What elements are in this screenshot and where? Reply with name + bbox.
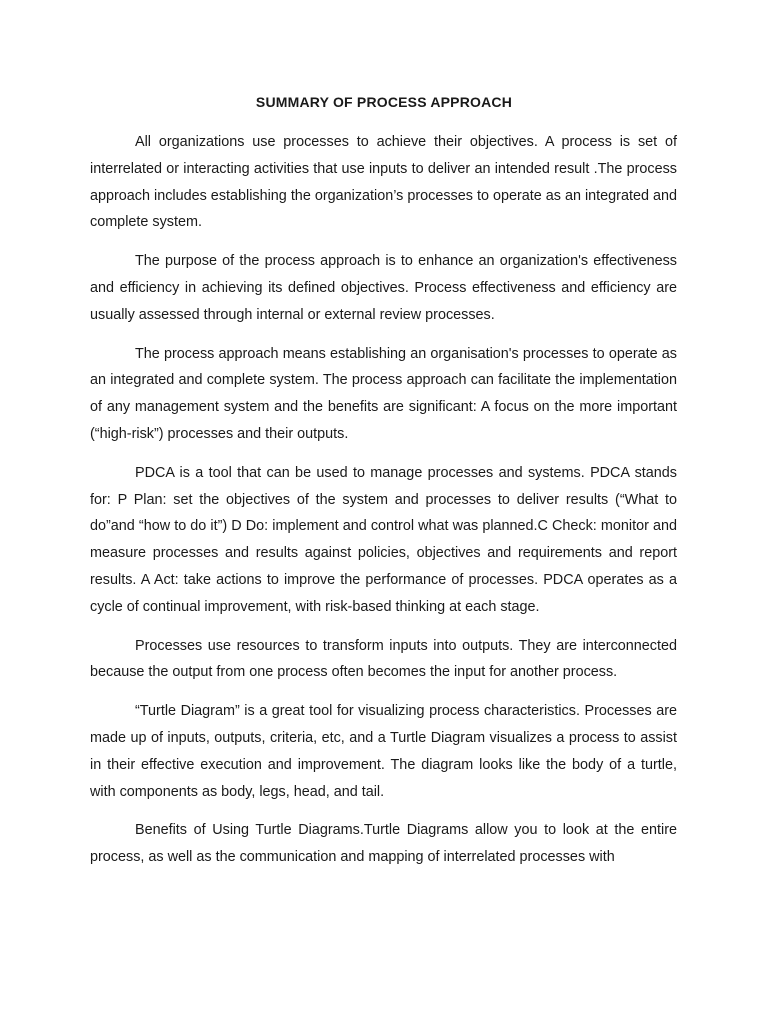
paragraph-processes-intro: All organizations use processes to achieve their objectives. A process is set of interrelated or interacting activities that use inputs to deliver an intended result .The process approach includes establishing the organization’s processes to operate as an integrated and complete system. [90, 134, 677, 231]
paragraph-process-approach: The process approach means establishing an organisation's processes to operate as an integrated and complete system. The process approach can facilitate the implementation of any management system and the benefits are significant: A focus on the more important (“high-risk”) processes and their outputs. [90, 345, 677, 442]
document-title: SUMMARY OF PROCESS APPROACH [255, 94, 513, 110]
document-body [90, 129, 677, 883]
paragraph-turtle-diagram: “Turtle Diagram” is a great tool for visualizing process characteristics. Processes are made up of inputs, outputs, criteria, etc, and a Turtle Diagram visualizes a process to assist in their effective execution and improvement. The diagram looks like the body of a turtle, with components as body, legs, head, and tail. [90, 703, 677, 800]
paragraph-resources: Processes use resources to transform inputs into outputs. They are interconnected because the output from one process often becomes the input for another process. [90, 637, 677, 681]
paragraph-purpose: The purpose of the process approach is to enhance an organization's effectiveness and efficiency in achieving its defined objectives. Process effectiveness and efficiency are usually assessed through internal or external review processes. [90, 253, 677, 323]
paragraph-pdca: PDCA is a tool that can be used to manage processes and systems. PDCA stands for: P Plan: set the objectives of the system and processes to deliver results (“What to do”and “how to do it”) D Do: implement and control what was planned.C Check: monitor and measure processes and results against policies, objectives and requirements and report results. A Act: take actions to improve the performance of processes. PDCA operates as a cycle of continual improvement, with risk-based thinking at each stage. [90, 464, 677, 615]
paragraph-benefits: Benefits of Using Turtle Diagrams.Turtle Diagrams allow you to look at the entire process, as well as the communication and mapping of interrelated processes with [90, 822, 677, 866]
